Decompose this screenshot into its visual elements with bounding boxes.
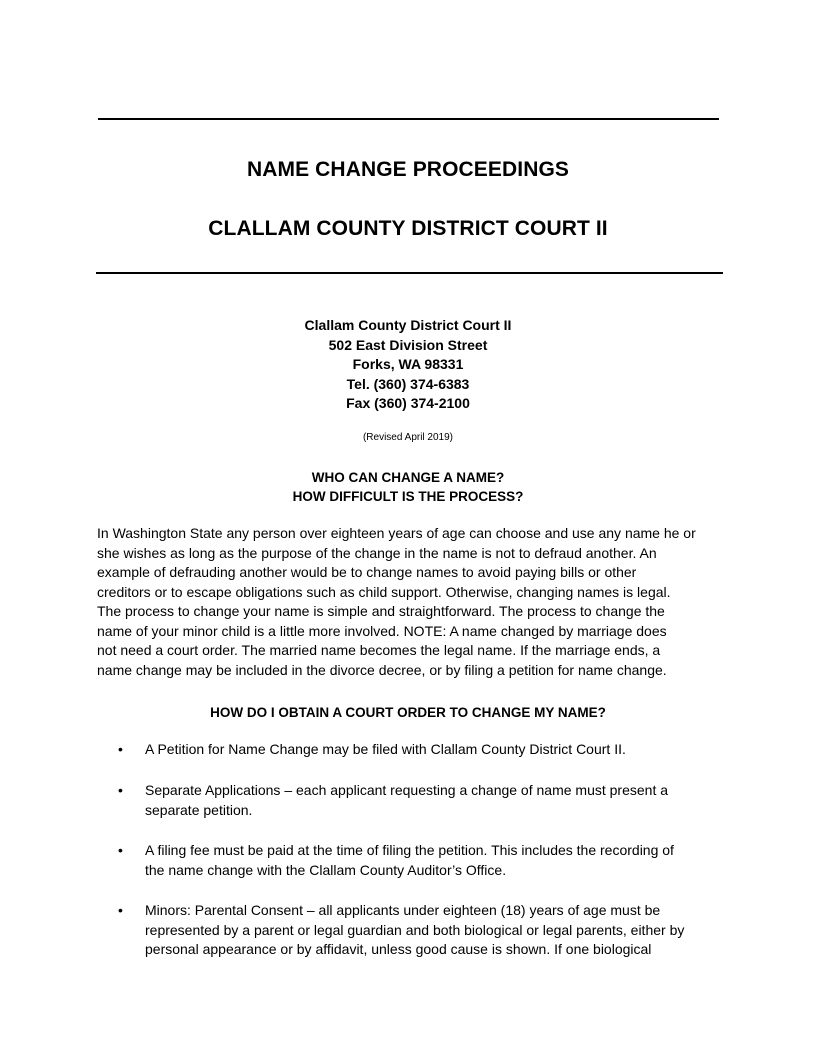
- address-line: 502 East Division Street: [328, 336, 488, 353]
- list-item-text: [145, 901, 725, 960]
- section-heading-line: HOW DIFFICULT IS THE PROCESS?: [292, 489, 524, 504]
- court-address: [0, 316, 816, 414]
- paragraph-line: creditors or to escape obligations such as child support. Otherwise, changing names is legal.: [97, 583, 671, 600]
- intro-paragraph: [97, 524, 721, 680]
- list-item-text: [145, 781, 725, 820]
- list-item-text: [145, 740, 725, 760]
- section-heading-line: WHO CAN CHANGE A NAME?: [311, 470, 505, 485]
- address-phone: Tel. (360) 374-6383: [346, 375, 470, 392]
- section-heading-how: HOW DO I OBTAIN A COURT ORDER TO CHANGE MY NAME?: [210, 705, 606, 720]
- address-fax: Fax (360) 374-2100: [346, 395, 470, 411]
- bottom-divider: [96, 272, 723, 274]
- paragraph-line: In Washington State any person over eighteen years of age can choose and use any name he or: [97, 525, 696, 541]
- paragraph-line: she wishes as long as the purpose of the change in the name is not to defraud another. An: [97, 544, 657, 561]
- list-item-line: A filing fee must be paid at the time of filing the petition. This includes the recording of: [145, 842, 674, 858]
- list-item-line: separate petition.: [145, 801, 253, 818]
- list-item-text: [145, 841, 725, 880]
- paragraph-line: example of defrauding another would be to change names to avoid paying bills or other: [97, 564, 637, 580]
- bullet-icon: •: [118, 782, 123, 798]
- list-item-line: the name change with the Clallam County Auditor’s Office.: [145, 861, 507, 878]
- court-title: CLALLAM COUNTY DISTRICT COURT II: [208, 217, 608, 240]
- document-title: NAME CHANGE PROCEEDINGS: [247, 158, 569, 181]
- list-item-line: A Petition for Name Change may be filed with Clallam County District Court II.: [145, 741, 626, 757]
- paragraph-line: name of your minor child is a little more involved. NOTE: A name changed by marriage does: [97, 622, 667, 639]
- section-heading-who: [0, 468, 816, 506]
- bullet-icon: •: [118, 741, 123, 757]
- list-item-line: Minors: Parental Consent – all applicants under eighteen (18) years of age must be: [145, 902, 661, 918]
- revision-note: (Revised April 2019): [362, 432, 454, 443]
- list-item-line: represented by a parent or legal guardian and both biological or legal parents, either by: [145, 921, 685, 938]
- paragraph-line: The process to change your name is simple and straightforward. The process to change the: [97, 603, 665, 619]
- bullet-icon: •: [118, 902, 123, 918]
- address-line: Clallam County District Court II: [304, 317, 512, 333]
- bullet-icon: •: [118, 842, 123, 858]
- list-item-line: Separate Applications – each applicant requesting a change of name must present a: [145, 782, 669, 798]
- list-item-line: personal appearance or by affidavit, unless good cause is shown. If one biological: [145, 941, 652, 957]
- paragraph-line: name change may be included in the divorce decree, or by filing a petition for name change.: [97, 661, 667, 678]
- top-divider: [98, 118, 719, 120]
- address-line: Forks, WA 98331: [352, 356, 464, 372]
- paragraph-line: not need a court order. The married name becomes the legal name. If the marriage ends, a: [97, 642, 661, 658]
